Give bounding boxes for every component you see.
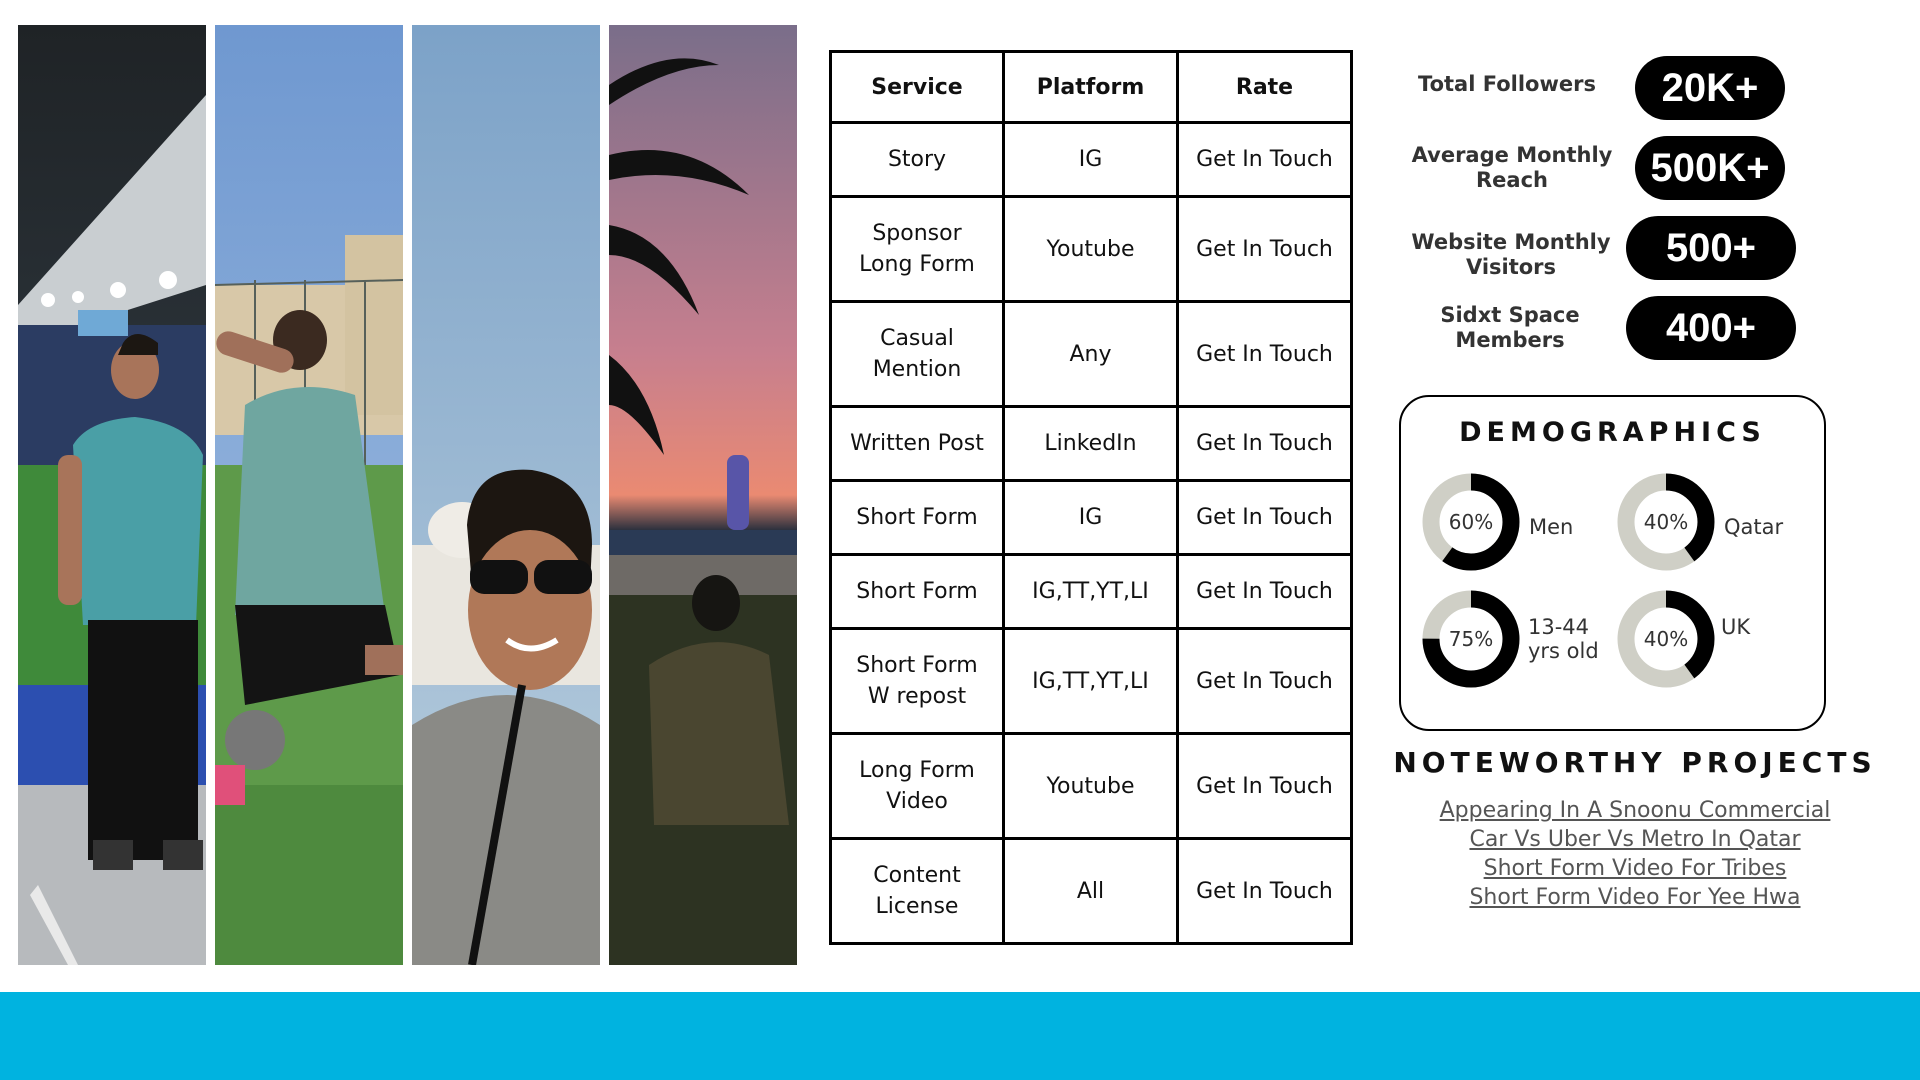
table-row (831, 302, 1352, 407)
donut-percent: 40% (1643, 510, 1689, 534)
platform-cell: IG (1004, 123, 1178, 197)
platform-cell: IG (1004, 481, 1178, 555)
platform-cell: LinkedIn (1004, 407, 1178, 481)
donut-chart-qatar (1616, 472, 1716, 572)
football-field-photo (215, 25, 403, 965)
platform-cell: All (1004, 839, 1178, 944)
donut-percent: 75% (1448, 627, 1494, 651)
service-cell: Content License (831, 839, 1004, 944)
donut-percent: 60% (1448, 510, 1494, 534)
platform-cell: Youtube (1004, 197, 1178, 302)
rate-cell[interactable]: Get In Touch (1178, 481, 1352, 555)
table-row (831, 123, 1352, 197)
rate-cell[interactable]: Get In Touch (1178, 629, 1352, 734)
donut-chart-uk (1616, 589, 1716, 689)
demographics-panel (1399, 395, 1826, 731)
platform-cell: Youtube (1004, 734, 1178, 839)
projects-list (1380, 796, 1890, 912)
donut-percent: 40% (1643, 627, 1689, 651)
projects-title: NOTEWORTHY PROJECTS (1393, 746, 1877, 779)
service-cell: Story (831, 123, 1004, 197)
rate-card-table (829, 50, 1353, 945)
column-header: Platform (1004, 52, 1178, 123)
donut-chart-men (1421, 472, 1521, 572)
service-cell: Long Form Video (831, 734, 1004, 839)
table-row (831, 839, 1352, 944)
space-members-value: 400+ (1626, 296, 1796, 360)
rate-cell[interactable]: Get In Touch (1178, 555, 1352, 629)
rate-cell[interactable]: Get In Touch (1178, 197, 1352, 302)
rate-cell[interactable]: Get In Touch (1178, 302, 1352, 407)
space-members-label: Sidxt Space Members (1440, 303, 1580, 352)
donut-label-age: 13-44 yrs old (1528, 615, 1599, 663)
footer-accent-bar (0, 992, 1920, 1080)
platform-cell: Any (1004, 302, 1178, 407)
rate-cell[interactable]: Get In Touch (1178, 734, 1352, 839)
table-row (831, 197, 1352, 302)
donut-label-qatar: Qatar (1724, 515, 1784, 539)
project-link[interactable]: Short Form Video For Yee Hwa (1469, 885, 1801, 910)
rate-cell[interactable]: Get In Touch (1178, 123, 1352, 197)
sunset-beach-photo (609, 25, 797, 965)
service-cell: Sponsor Long Form (831, 197, 1004, 302)
demographics-title: DEMOGRAPHICS (1459, 417, 1766, 448)
service-cell: Short Form (831, 481, 1004, 555)
donut-chart-age (1421, 589, 1521, 689)
platform-cell: IG,TT,YT,LI (1004, 629, 1178, 734)
project-link[interactable]: Short Form Video For Tribes (1483, 856, 1787, 881)
column-header: Service (831, 52, 1004, 123)
table-row (831, 407, 1352, 481)
table-row (831, 629, 1352, 734)
website-visitors-label: Website Monthly Visitors (1411, 230, 1611, 279)
monthly-reach-value: 500K+ (1635, 136, 1785, 200)
column-header: Rate (1178, 52, 1352, 123)
table-row (831, 734, 1352, 839)
total-followers-value: 20K+ (1635, 56, 1785, 120)
rate-cell[interactable]: Get In Touch (1178, 839, 1352, 944)
rate-cell[interactable]: Get In Touch (1178, 407, 1352, 481)
donut-label-men: Men (1529, 515, 1574, 539)
project-link[interactable]: Car Vs Uber Vs Metro In Qatar (1469, 827, 1801, 852)
service-cell: Casual Mention (831, 302, 1004, 407)
table-header-row (831, 52, 1352, 123)
stadium-photo (18, 25, 206, 965)
table-row (831, 481, 1352, 555)
service-cell: Short Form (831, 555, 1004, 629)
website-visitors-value: 500+ (1626, 216, 1796, 280)
service-cell: Written Post (831, 407, 1004, 481)
total-followers-label: Total Followers (1418, 72, 1596, 96)
photo-strip-gallery (18, 25, 798, 965)
platform-cell: IG,TT,YT,LI (1004, 555, 1178, 629)
monthly-reach-label: Average Monthly Reach (1411, 143, 1613, 192)
mosque-selfie-photo (412, 25, 600, 965)
service-cell: Short Form W repost (831, 629, 1004, 734)
project-link[interactable]: Appearing In A Snoonu Commercial (1439, 798, 1831, 823)
donut-label-uk: UK (1721, 615, 1751, 639)
table-row (831, 555, 1352, 629)
